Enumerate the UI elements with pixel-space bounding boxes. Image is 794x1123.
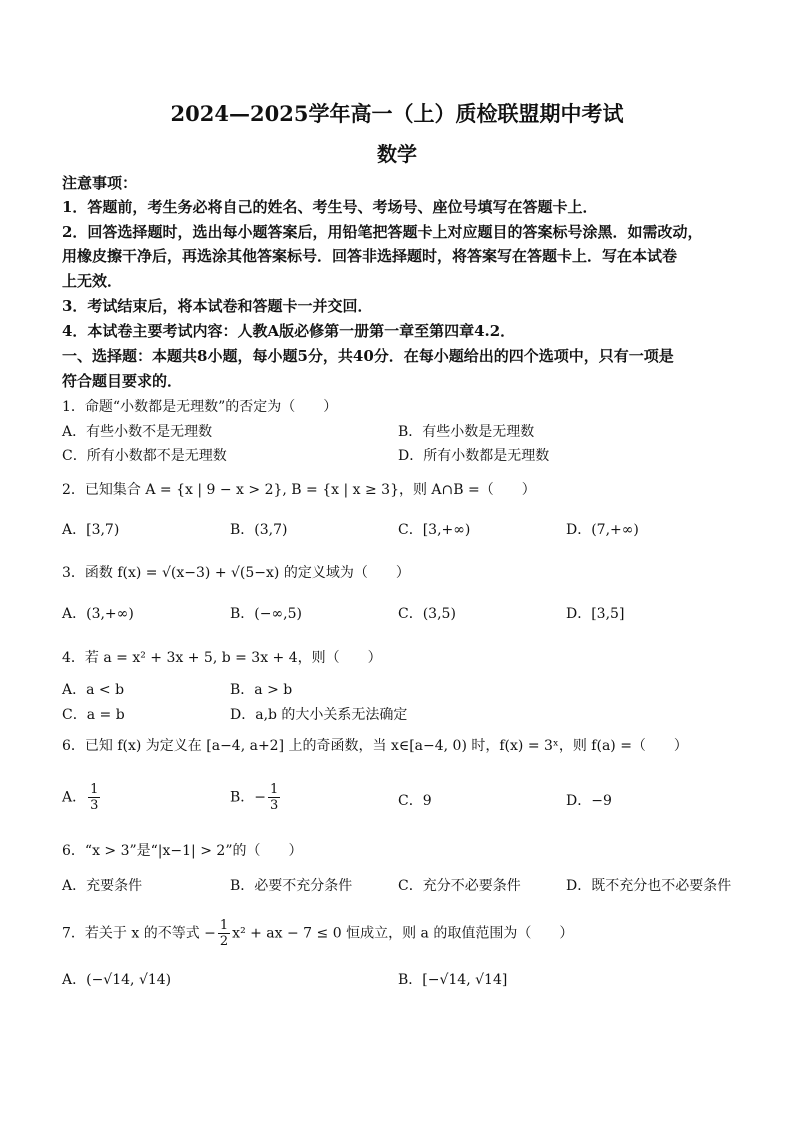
question-5-option-b [230, 782, 282, 813]
question-4-option-c: C．a = b [62, 707, 125, 723]
question-7-option-a: A．(−√14, √14) [62, 972, 172, 988]
question-6-option-c: C．充分不必要条件 [398, 878, 521, 894]
question-1-option-b: B．有些小数是无理数 [398, 424, 535, 440]
question-3-stem: 3．函数 f(x) = √(x−3) + √(5−x) 的定义域为（ ） [62, 565, 410, 581]
fraction-denominator: 2 [219, 934, 229, 949]
notice-heading: 注意事项： [62, 174, 138, 192]
section-heading-line-1: 一、选择题：本题共8小题，每小题5分，共40分．在每小题给出的四个选项中，只有一项是 [62, 347, 674, 365]
question-4-option-a: A．a < b [62, 682, 125, 698]
notice-item-4: 4．本试卷主要考试内容：人教A版必修第一册第一章至第四章4.2． [62, 322, 516, 340]
fraction-numerator: 1 [270, 782, 279, 797]
option-label: A． [62, 789, 87, 806]
fraction-numerator: 1 [219, 918, 229, 933]
section-heading-line-2: 符合题目要求的． [62, 372, 183, 390]
question-5-option-a [62, 782, 102, 813]
question-6-stem: 6．“x > 3”是“|x−1| > 2”的（ ） [62, 843, 303, 859]
fraction [218, 918, 230, 949]
question-4-option-b: B．a > b [230, 682, 293, 698]
notice-item-3: 3．考试结束后，将本试卷和答题卡一并交回． [62, 297, 373, 315]
question-1-stem: 1．命题“小数都是无理数”的否定为（ ） [62, 399, 338, 415]
question-4-option-d: D．a,b 的大小关系无法确定 [230, 707, 408, 723]
question-7-stem [62, 918, 573, 949]
question-3-option-d: D．[3,5] [566, 606, 625, 622]
question-4-stem: 4．若 a = x² + 3x + 5, b = 3x + 4，则（ ） [62, 650, 382, 666]
question-1-option-d: D．所有小数都是无理数 [398, 448, 550, 464]
question-7-stem-prefix: 7．若关于 x 的不等式 − [62, 925, 216, 942]
question-6-option-a: A．充要条件 [62, 878, 143, 894]
question-2-option-a: A．[3,7) [62, 522, 120, 538]
fraction [268, 782, 280, 813]
exam-title: 2024—2025学年高一（上）质检联盟期中考试 [170, 101, 624, 126]
question-2-option-c: C．[3,+∞) [398, 522, 471, 538]
question-2-option-d: D．(7,+∞) [566, 522, 639, 538]
question-7-option-b: B．[−√14, √14] [398, 972, 508, 988]
fraction-numerator: 1 [90, 782, 99, 797]
question-3-option-a: A．(3,+∞) [62, 606, 134, 622]
fraction-denominator: 3 [90, 798, 99, 813]
question-3-option-c: C．(3,5) [398, 606, 456, 622]
question-1-option-c: C．所有小数都不是无理数 [62, 448, 227, 464]
question-3-option-b: B．(−∞,5) [230, 606, 302, 622]
subject-title: 数学 [377, 142, 417, 166]
notice-item-2-line-2: 用橡皮擦干净后，再选涂其他答案标号．回答非选择题时，将答案写在答题卡上．写在本试卷 [62, 247, 678, 265]
question-5-option-d: D．−9 [566, 793, 612, 809]
notice-item-1: 1．答题前，考生务必将自己的姓名、考生号、考场号、座位号填写在答题卡上． [62, 198, 598, 216]
fraction-denominator: 3 [270, 798, 279, 813]
question-2-option-b: B．(3,7) [230, 522, 288, 538]
question-6-option-b: B．必要不充分条件 [230, 878, 353, 894]
question-1-option-a: A．有些小数不是无理数 [62, 424, 213, 440]
question-2-stem: 2．已知集合 A = {x | 9 − x > 2}, B = {x | x ≥ 3}，则 A∩B =（ ） [62, 482, 536, 498]
question-5-stem: 6．已知 f(x) 为定义在 [a−4, a+2] 上的奇函数，当 x∈[a−4, 0) 时，f(x) = 3ˣ，则 f(a) =（ ） [62, 738, 688, 754]
fraction [88, 782, 100, 813]
question-6-option-d: D．既不充分也不必要条件 [566, 878, 732, 894]
question-5-option-c: C．9 [398, 793, 432, 809]
option-label: B．− [230, 789, 267, 806]
notice-item-2-line-1: 2．回答选择题时，选出每小题答案后，用铅笔把答题卡上对应题目的答案标号涂黑．如需改动， [62, 223, 703, 241]
question-7-stem-suffix: x² + ax − 7 ≤ 0 恒成立，则 a 的取值范围为（ ） [232, 925, 574, 942]
notice-item-2-line-3: 上无效． [62, 272, 123, 290]
